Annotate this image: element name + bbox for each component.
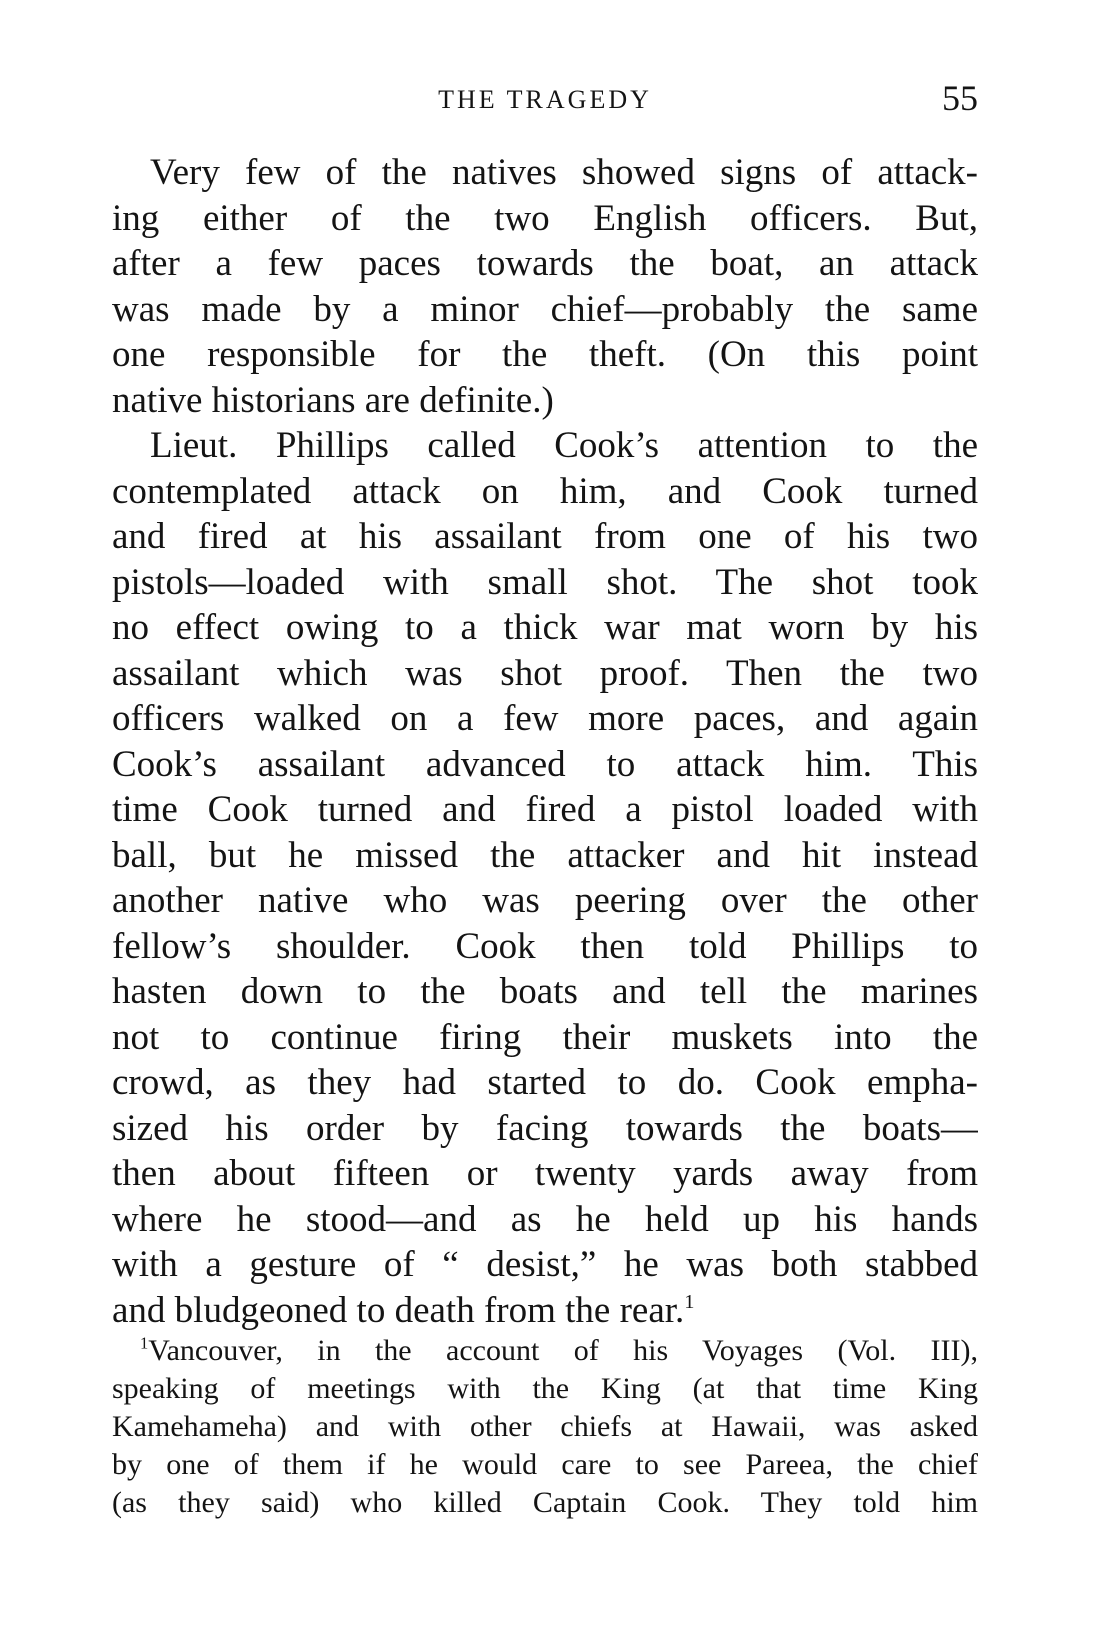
body-text xyxy=(112,150,978,1333)
body-line: ball, but he missed the attacker and hit instead xyxy=(112,834,978,876)
body-line: no effect owing to a thick war mat worn by his xyxy=(112,607,978,648)
body-line: contemplated attack on him, and Cook turned xyxy=(112,470,978,512)
body-line: hasten down to the boats and tell the marines xyxy=(112,971,978,1012)
body-line: one responsible for the theft. (On this point xyxy=(112,334,978,375)
body-line: native historians are definite.) xyxy=(112,379,554,421)
body-line: fellow’s shoulder. Cook then told Phillips to xyxy=(112,925,978,967)
body-line: another native who was peering over the other xyxy=(112,880,978,921)
footnote-marker: 1 xyxy=(140,1333,149,1353)
body-line: officers walked on a few more paces, and again xyxy=(112,698,978,739)
body-line-text: and bludgeoned to death from the rear. xyxy=(112,1289,685,1331)
page-number: 55 xyxy=(942,78,978,118)
running-head xyxy=(112,72,978,124)
body-line: crowd, as they had started to do. Cook empha- xyxy=(112,1062,978,1103)
body-line: Cook’s assailant advanced to attack him. This xyxy=(112,743,978,785)
body-line: was made by a minor chief—probably the same xyxy=(112,288,978,330)
footnote-line: speaking of meetings with the King (at that time King xyxy=(112,1372,978,1405)
body-line: not to continue firing their muskets into the xyxy=(112,1016,978,1058)
body-line: sized his order by facing towards the boats— xyxy=(112,1107,978,1149)
footnote-line-text: Vancouver, in the account of his Voyages (Vol. III), xyxy=(148,1334,978,1367)
body-line: assailant which was shot proof. Then the two xyxy=(112,652,978,694)
running-title: THE TRAGEDY xyxy=(438,85,652,114)
body-line: and fired at his assailant from one of his two xyxy=(112,516,978,557)
body-line: pistols—loaded with small shot. The shot took xyxy=(112,561,978,603)
footnote-reference: 1 xyxy=(684,1290,695,1313)
footnote xyxy=(112,1332,978,1522)
body-line: ing either of the two English officers. But, xyxy=(112,197,978,239)
body-line: time Cook turned and fired a pistol loaded with xyxy=(112,789,978,830)
body-line: then about fifteen or twenty yards away from xyxy=(112,1153,978,1194)
body-line: where he stood—and as he held up his hands xyxy=(112,1198,978,1240)
footnote-line: by one of them if he would care to see Pareea, the chief xyxy=(112,1448,978,1481)
footnote-line: Kamehameha) and with other chiefs at Hawaii, was asked xyxy=(112,1410,978,1443)
body-line: Lieut. Phillips called Cook’s attention to the xyxy=(150,425,978,466)
body-line-final xyxy=(112,1288,978,1334)
footnote-line: (as they said) who killed Captain Cook. They told him xyxy=(112,1486,978,1519)
body-line: Very few of the natives showed signs of attack- xyxy=(150,152,978,193)
footnote-line-first xyxy=(112,1332,978,1370)
body-line: after a few paces towards the boat, an attack xyxy=(112,243,978,284)
body-line: with a gesture of “ desist,” he was both stabbed xyxy=(112,1244,978,1285)
